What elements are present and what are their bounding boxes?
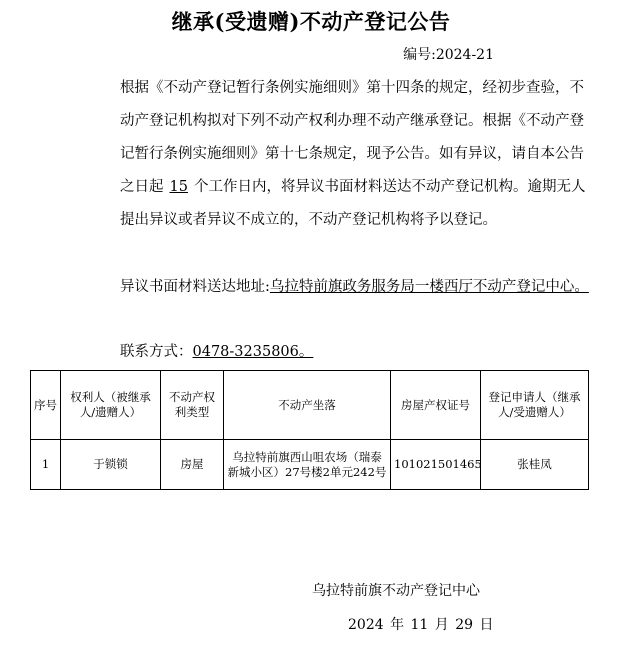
notice-title: 继承(受遗赠)不动产登记公告 xyxy=(171,9,451,34)
table-header-row xyxy=(31,371,589,440)
header-location: 不动产坐落 xyxy=(224,371,391,440)
issue-date: 2024 年 11 月 29 日 xyxy=(348,617,494,633)
cell-location: 乌拉特前旗西山咀农场（瑞泰新城小区）27号楼2单元242号 xyxy=(224,440,391,490)
cell-applicant: 张桂凤 xyxy=(481,440,589,490)
document-number: 编号:2024-21 xyxy=(403,47,494,63)
header-right-type: 不动产权利类型 xyxy=(161,371,224,440)
issuing-organization: 乌拉特前旗不动产登记中心 xyxy=(312,583,480,599)
property-records-table xyxy=(30,370,589,490)
header-serial: 序号 xyxy=(31,371,61,440)
cell-right-holder: 于锁锁 xyxy=(61,440,161,490)
table-row xyxy=(31,440,589,490)
header-right-holder: 权利人（被继承人/遗赠人） xyxy=(61,371,161,440)
notice-text-part1: 根据《不动产登记暂行条例实施细则》第十四条的规定，经初步查验，不动产登记机构拟对下列不动产权利办理不动产继承登记。根据《不动产登记暂行条例实施细则》第十七条规定，现予公告。如有异议，请自本公告之日起 xyxy=(120,80,584,195)
address-paragraph xyxy=(90,271,590,304)
address-value: 乌拉特前旗政务服务局一楼西厅不动产登记中心。 xyxy=(269,279,589,295)
contact-value: 0478-3235806。 xyxy=(192,344,314,360)
notice-paragraph xyxy=(90,72,590,237)
cell-certificate-number: 101021501465 xyxy=(391,440,481,490)
notice-text-part2: 个工作日内，将异议书面材料送达不动产登记机构。逾期无人提出异议或者异议不成立的，不动产登记机构将予以登记。 xyxy=(120,179,586,228)
objection-days: 15 xyxy=(169,179,188,195)
header-applicant: 登记申请人（继承人/受遗赠人） xyxy=(481,371,589,440)
header-certificate-number: 房屋产权证号 xyxy=(391,371,481,440)
cell-serial: 1 xyxy=(31,440,61,490)
contact-label: 联系方式： xyxy=(120,344,193,360)
address-label: 异议书面材料送达地址: xyxy=(120,279,270,295)
cell-right-type: 房屋 xyxy=(161,440,224,490)
contact-paragraph xyxy=(90,336,590,369)
